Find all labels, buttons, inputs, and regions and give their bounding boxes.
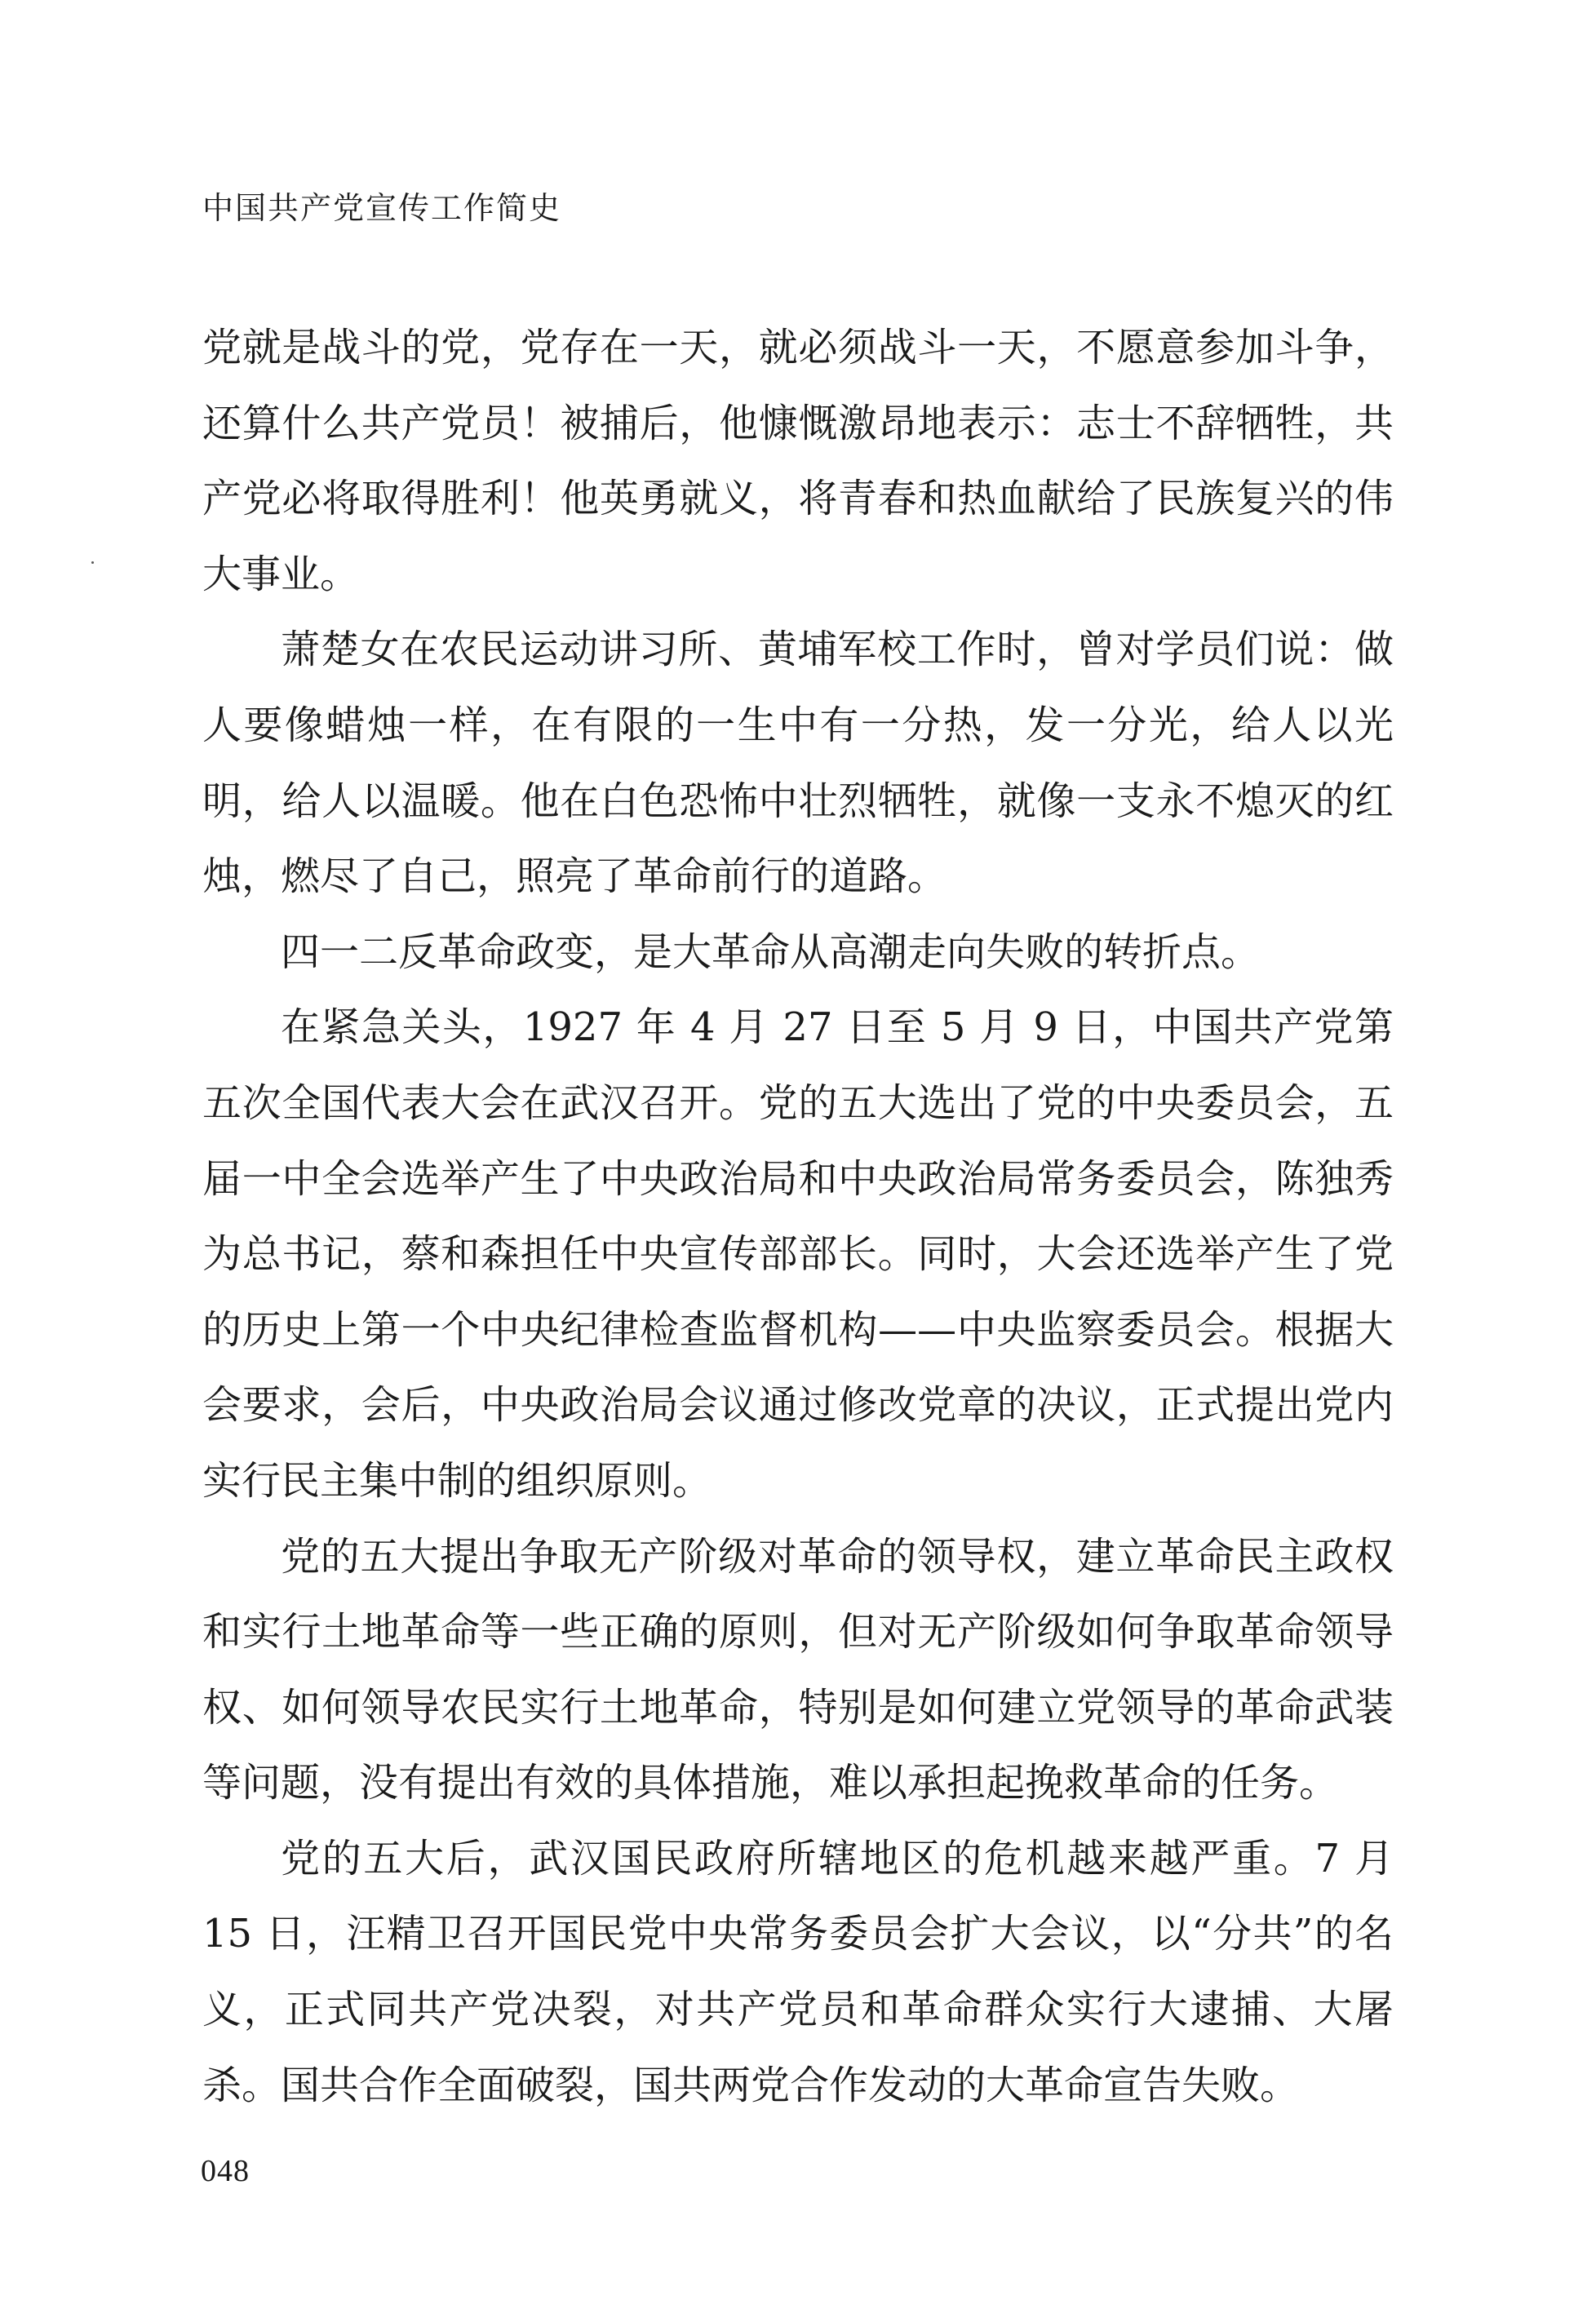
paragraph: 党的五大后，武汉国民政府所辖地区的危机越来越严重。7 月 15 日，汪精卫召开国民党中央常务委员会扩大会议，以“分共”的名义，正式同共产党决裂，对共产党员和革命群众实行大逮捕、大屠杀。国共合作全面破裂，国共两党合作发动的大革命宣告失败。 <box>202 1835 1394 2108</box>
body-text <box>202 310 1394 2123</box>
paragraph: 在紧急关头，1927 年 4 月 27 日至 5 月 9 日，中国共产党第五次全国代表大会在武汉召开。党的五大选出了党的中央委员会，五届一中全会选举产生了中央政治局和中央政治局常务委员会，陈独秀为总书记，蔡和森担任中央宣传部部长。同时，大会还选举产生了党的历史上第一个中央纪律检查监督机构——中央监察委员会。根据大会要求，会后，中央政治局会议通过修改党章的决议，正式提出党内实行民主集中制的组织原则。 <box>202 1004 1394 1504</box>
paragraph-continued: 党就是战斗的党，党存在一天，就必须战斗一天，不愿意参加斗争，还算什么共产党员！被捕后，他慷慨激昂地表示：志士不辞牺牲，共产党必将取得胜利！他英勇就义，将青春和热血献给了民族复兴的伟大事业。 <box>202 325 1394 597</box>
paragraph: 萧楚女在农民运动讲习所、黄埔军校工作时，曾对学员们说：做人要像蜡烛一样，在有限的一生中有一分热，发一分光，给人以光明，给人以温暖。他在白色恐怖中壮烈牺牲，就像一支永不熄灭的红烛，燃尽了自己，照亮了革命前行的道路。 <box>202 627 1394 900</box>
paragraph: 党的五大提出争取无产阶级对革命的领导权，建立革命民主政权和实行土地革命等一些正确的原则，但对无产阶级如何争取革命领导权、如何领导农民实行土地革命，特别是如何建立党领导的革命武装等问题，没有提出有效的具体措施，难以承担起挽救革命的任务。 <box>202 1533 1394 1806</box>
margin-mark <box>91 561 94 564</box>
running-header-title: 中国共产党宣传工作简史 <box>202 190 562 226</box>
page-number: 048 <box>201 2154 250 2188</box>
paragraph: 四一二反革命政变，是大革命从高潮走向失败的转折点。 <box>281 928 1261 975</box>
